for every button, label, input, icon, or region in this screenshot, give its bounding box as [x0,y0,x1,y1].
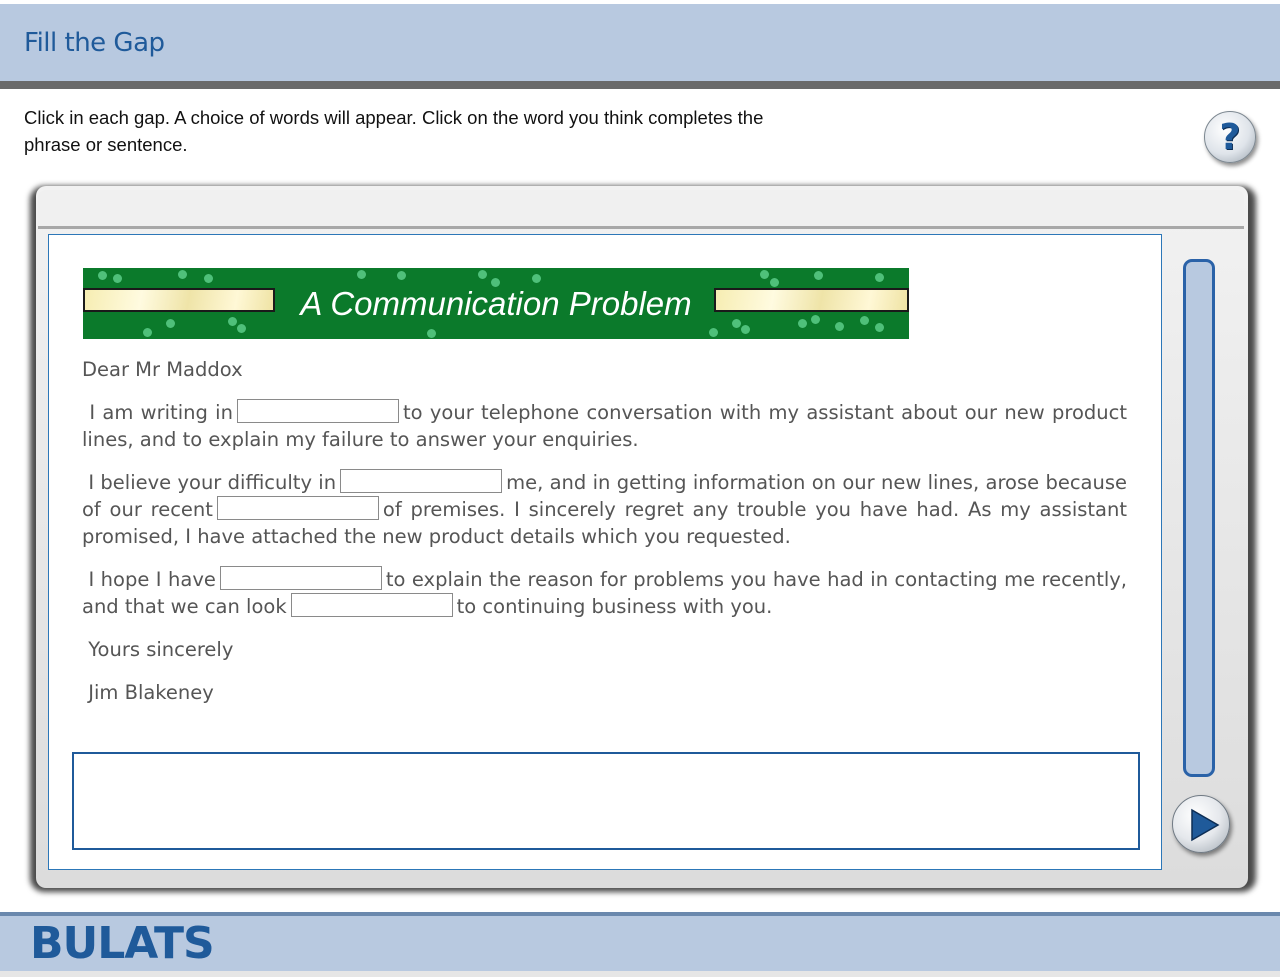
letter-closing-text: Yours sincerely [88,638,234,661]
help-icon: ? [1219,116,1241,158]
letter-closing [82,636,1127,663]
header-divider [0,81,1280,89]
page-title: Fill the Gap [24,28,165,58]
letter-text-segment: I am writing in [89,401,233,424]
letter-signature [82,679,1127,706]
bulats-logo: BULATS [30,918,214,969]
gap-input-5[interactable] [291,593,453,617]
answer-box[interactable] [72,752,1140,850]
letter-signature-text: Jim Blakeney [88,681,214,704]
scrollbar[interactable] [1183,259,1215,777]
instructions-line-2: phrase or sentence. [24,134,188,155]
header-bar [0,0,1280,82]
banner-title: A Communication Problem [300,284,692,322]
letter-banner [83,268,909,339]
letter-text-segment: I believe your difficulty in [88,471,337,494]
letter-text-segment: to continuing business with you. [456,595,773,618]
letter-text [82,356,1127,722]
instructions-line-1: Click in each gap. A choice of words will appear. Click on the word you think completes the [24,107,764,128]
gap-input-2[interactable] [340,469,502,493]
gap-input-1[interactable] [237,399,399,423]
help-button[interactable] [1204,111,1256,163]
panel-top-bar [38,190,1244,229]
letter-text-segment: I hope I have [88,568,216,591]
next-button[interactable] [1172,795,1230,853]
letter-text-segment: me, and in getting information on our new lines, arose because of our recent [82,471,1128,521]
letter-paragraph-1 [82,399,1127,453]
letter-paragraph-2 [82,469,1127,550]
bottom-strip [0,971,1280,977]
play-arrow-icon [1173,796,1231,854]
letter-text-segment: of premises. I sincerely regret any trouble you have had. As my assistant promised, I have attached the new product details which you requested. [82,498,1127,548]
instructions [24,104,824,158]
letter-text-segment: to explain the reason for problems you have had in contacting me recently, and that we can look [82,568,1128,618]
gap-input-4[interactable] [220,566,382,590]
letter-text-segment: to your telephone conversation with my assistant about our new product lines, and to explain my failure to answer your enquiries. [82,401,1127,451]
gap-input-3[interactable] [217,496,379,520]
letter-paragraph-3 [82,566,1127,620]
letter-salutation: Dear Mr Maddox [82,358,243,381]
